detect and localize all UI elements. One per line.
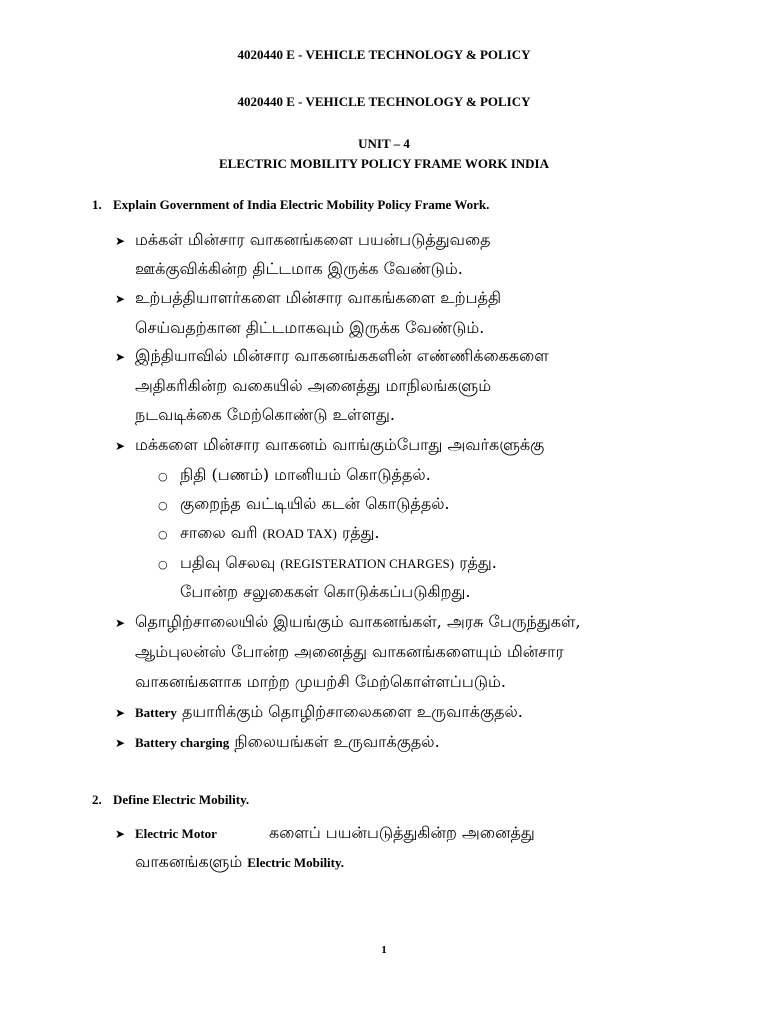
course-title-1: 4020440 E - VEHICLE TECHNOLOGY & POLICY <box>237 47 531 62</box>
circle-bullet-icon: ○ <box>158 470 168 483</box>
arrow-bullet-icon: ➤ <box>115 827 126 841</box>
arrow-bullet-icon: ➤ <box>115 292 126 306</box>
page-number: 1 <box>381 944 387 956</box>
question-number: 1. <box>92 197 102 212</box>
arrow-bullet-icon: ➤ <box>115 736 126 750</box>
circle-bullet-icon: ○ <box>158 499 168 512</box>
question-2 <box>92 792 249 808</box>
bullet-item: ➤ Battery தயாரிக்கும் தொழிற்சாலைகளை உருவாக்குதல். <box>115 702 523 721</box>
sub-item: ○ சாலை வரி (ROAD TAX) ரத்து. <box>158 523 380 542</box>
sub-items-tail: போன்ற சலுகைகள் கொடுக்கப்படுகிறது. <box>180 582 471 601</box>
arrow-bullet-icon: ➤ <box>115 234 126 248</box>
bullet-item: ➤ மக்களை மின்சார வாகனம் வாங்கும்போது அவர்களுக்கு <box>115 435 545 454</box>
bullet-continuation: நடவடிக்கை மேற்கொண்டு உள்ளது. <box>135 405 395 424</box>
bullet-item: ➤ தொழிற்சாலையில் இயங்கும் வாகனங்கள், அரசு பேருந்துகள், <box>115 612 581 631</box>
bullet-item: ➤ இந்தியாவில் மின்சார வாகனங்ககளின் எண்ணிக்கைகளை <box>115 346 549 365</box>
question-1 <box>92 197 489 213</box>
circle-bullet-icon: ○ <box>158 558 168 571</box>
question-number: 2. <box>92 792 102 807</box>
arrow-bullet-icon: ➤ <box>115 706 126 720</box>
bullet-continuation: வாகனங்களாக மாற்ற முயற்சி மேற்கொள்ளப்படும். <box>135 672 506 691</box>
bullet-continuation: செய்வதற்கான திட்டமாகவும் இருக்க வேண்டும். <box>135 318 485 337</box>
sub-item: ○ குறைந்த வட்டியில் கடன் கொடுத்தல். <box>158 494 450 513</box>
unit-title: ELECTRIC MOBILITY POLICY FRAME WORK INDIA <box>219 156 549 171</box>
bullet-item: ➤ மக்கள் மின்சார வாகனங்களை பயன்படுத்துவதை <box>115 230 491 249</box>
bullet-continuation: வாகனங்களும் Electric Mobility. <box>135 852 345 871</box>
sub-item: ○ நிதி (பணம்) மானியம் கொடுத்தல். <box>158 465 431 484</box>
course-title-2: 4020440 E - VEHICLE TECHNOLOGY & POLICY <box>237 94 531 109</box>
bullet-item: ➤ உற்பத்தியாளர்களை மின்சார வாகங்களை உற்பத்தி <box>115 288 502 307</box>
circle-bullet-icon: ○ <box>158 528 168 541</box>
question-text: Define Electric Mobility. <box>113 792 250 807</box>
bullet-continuation: அதிகரிகின்ற வகையில் அனைத்து மாநிலங்களும் <box>135 376 492 395</box>
bullet-continuation: ஊக்குவிக்கின்ற திட்டமாக இருக்க வேண்டும். <box>135 259 463 278</box>
bullet-continuation: ஆம்புலன்ஸ் போன்ற அனைத்து வாகனங்களையும் மின்சார <box>135 642 564 661</box>
bullet-item: ➤ Battery charging நிலையங்கள் உருவாக்குதல். <box>115 732 440 751</box>
question-text: Explain Government of India Electric Mobility Policy Frame Work. <box>113 197 490 212</box>
arrow-bullet-icon: ➤ <box>115 439 126 453</box>
unit-number: UNIT – 4 <box>358 136 410 151</box>
arrow-bullet-icon: ➤ <box>115 616 126 630</box>
arrow-bullet-icon: ➤ <box>115 350 126 364</box>
sub-item: ○ பதிவு செலவு (REGISTERATION CHARGES) ரத்து. <box>158 553 497 572</box>
bullet-item: ➤ Electric Motor களைப் பயன்படுத்துகின்ற அனைத்து <box>115 823 535 842</box>
